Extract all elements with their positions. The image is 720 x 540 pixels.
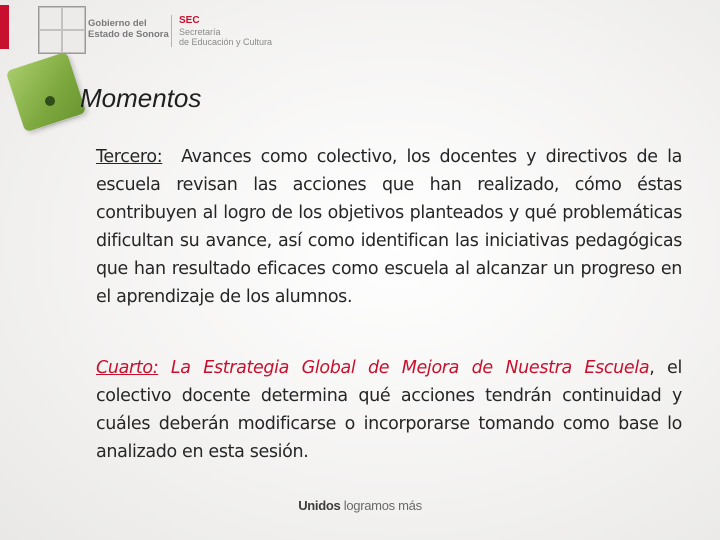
- cuarto-emphasis: La Estrategia Global de Mejora de Nuestra Escuela: [158, 358, 650, 378]
- footer-slogan: [0, 498, 720, 513]
- header: [0, 0, 720, 60]
- sec-line-1: Secretaría: [179, 27, 221, 37]
- paragraph-tercero: [96, 143, 688, 311]
- cuarto-text: , el colectivo docente determina qué acciones tendrán continuidad y cuáles deberán modificarse o incorporarse tomando como base lo analizado en esta sesión.: [96, 358, 682, 462]
- coat-of-arms-icon: [38, 6, 86, 54]
- sec-abbreviation: SEC: [179, 15, 200, 26]
- cuarto-label: Cuarto:: [96, 358, 159, 378]
- logo-divider: [171, 15, 172, 47]
- sec-logo-text: [179, 27, 272, 47]
- slogan-bold: Unidos: [298, 498, 341, 513]
- slide-title: Momentos: [80, 83, 202, 113]
- government-logo-text: [88, 18, 169, 40]
- tercero-label: Tercero:: [96, 147, 163, 167]
- slogan-light: logramos más: [340, 498, 422, 513]
- green-diamond-decoration: [6, 52, 87, 133]
- gov-line-2: Estado de Sonora: [88, 29, 169, 40]
- paragraph-cuarto: [96, 354, 682, 466]
- tercero-text: Avances como colectivo, los docentes y directivos de la escuela revisan las acciones que han realizado, cómo éstas contribuyen al logro de los objetivos planteados y qué problemáticas dificultan su avance, así como identifican las iniciativas pedagógicas que han resultado eficaces como escuela al alcanzar un progreso en el aprendizaje de los alumnos.: [96, 147, 688, 307]
- brand-bar: [0, 5, 9, 49]
- bullet-icon: [45, 96, 55, 106]
- sec-line-2: de Educación y Cultura: [179, 37, 273, 47]
- gov-line-1: Gobierno del: [88, 18, 147, 29]
